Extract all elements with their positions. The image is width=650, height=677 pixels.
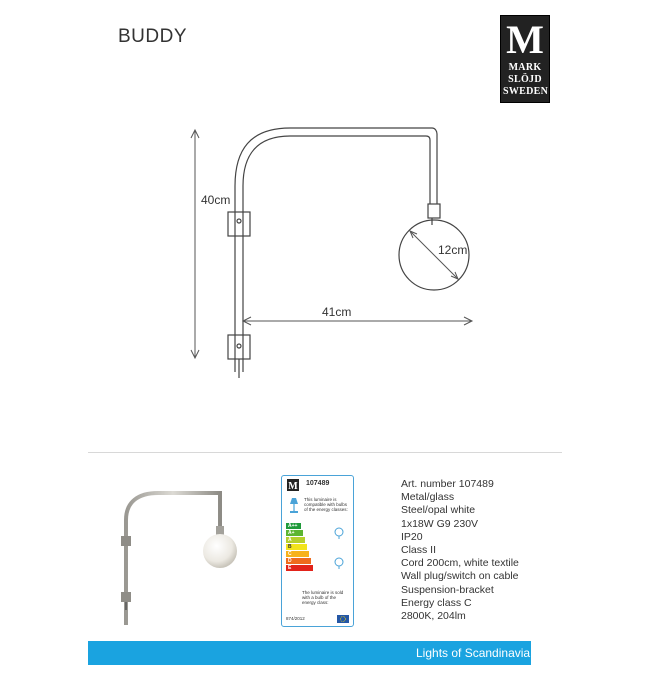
spec-item: Wall plug/switch on cable (401, 570, 519, 583)
spec-item: Cord 200cm, white textile (401, 557, 519, 570)
label-note-top: This luminaire is compatible with bulbs of the energy classes: (304, 497, 348, 512)
width-dimension (243, 317, 472, 325)
spec-item: IP20 (401, 530, 423, 543)
logo-line-3: SWEDEN (503, 86, 549, 97)
height-dimension (191, 130, 199, 358)
spec-item: Art. number 107489 (401, 478, 494, 490)
bulb-icon (332, 556, 346, 570)
energy-bar: E (286, 565, 313, 571)
energy-label (281, 475, 354, 627)
energy-bar: A (286, 537, 305, 543)
logo-line-2: SLÖJD (508, 74, 542, 85)
energy-bar: D (286, 558, 311, 564)
energy-bar: B (286, 544, 307, 550)
label-note-bottom: The luminaire is sold with a bulb of the energy class: (302, 590, 344, 605)
spec-item: 1x18W G9 230V (401, 517, 479, 530)
label-article-number: 107489 (306, 480, 330, 487)
spec-item: Metal/glass (401, 491, 455, 504)
product-title: BUDDY (118, 26, 188, 47)
spec-item: Suspension-bracket (401, 583, 494, 596)
width-label: 41cm (322, 305, 352, 319)
spec-item: Energy class C (401, 596, 472, 609)
height-label: 40cm (201, 193, 231, 207)
spec-item: 2800K, 204lm (401, 610, 466, 623)
logo-line-1: MARK (508, 62, 542, 73)
eu-flag-icon (337, 615, 349, 623)
energy-bar: C (286, 551, 309, 557)
logo-letter: M (506, 17, 544, 62)
energy-class-scale (286, 522, 316, 572)
spec-item: Steel/opal white (401, 504, 476, 517)
svg-text:M: M (288, 481, 298, 491)
globe-diameter-label: 12cm (438, 243, 468, 257)
bulb-icon (332, 526, 346, 540)
bulb-icon (287, 496, 301, 514)
specification-list (401, 478, 519, 623)
energy-bar: A+ (286, 530, 303, 536)
product-photo (108, 480, 248, 630)
footer-text: Lights of Scandinavia (416, 646, 531, 660)
lamp-outline (228, 128, 440, 378)
spec-item: Class II (401, 544, 437, 557)
label-regulation: 874/2012 (286, 616, 305, 621)
section-divider (88, 452, 562, 453)
energy-bar: A++ (286, 523, 301, 529)
footer-banner (88, 641, 531, 665)
label-logo-icon (287, 479, 299, 491)
